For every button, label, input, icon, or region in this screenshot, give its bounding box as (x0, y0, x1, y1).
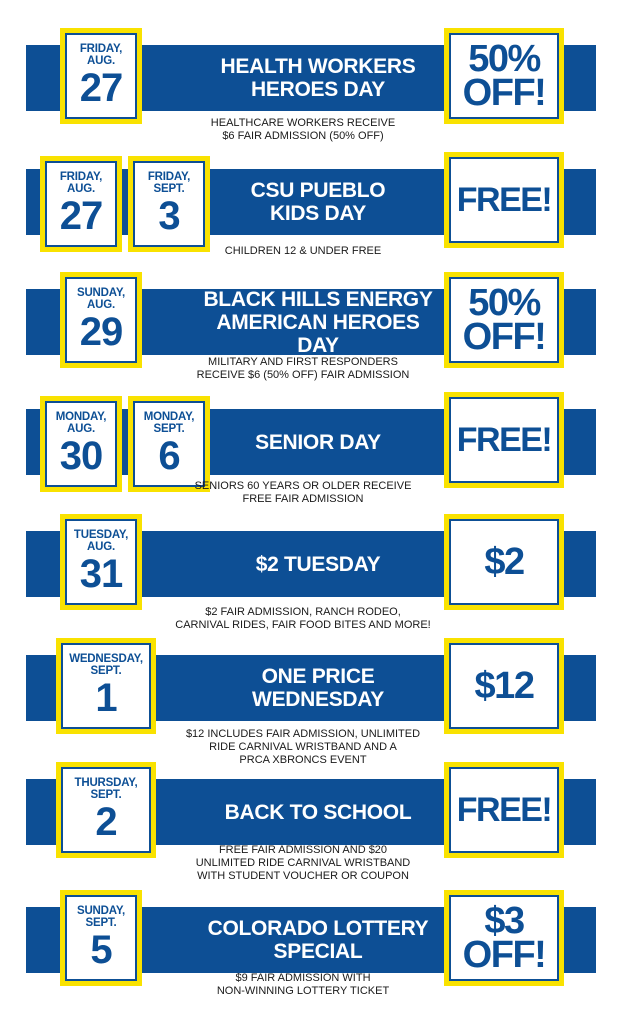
event-row (0, 152, 623, 276)
date-label: MONDAY, SEPT. (143, 411, 195, 435)
date-box (60, 514, 142, 610)
date-label: FRIDAY, AUG. (79, 43, 123, 67)
date-box (40, 156, 122, 252)
date-box (40, 396, 122, 492)
event-description: CHILDREN 12 & UNDER FREE (224, 245, 382, 257)
date-label: TUESDAY, AUG. (73, 529, 129, 553)
event-title: CSU PUEBLO KIDS DAY (250, 179, 386, 225)
event-title: BLACK HILLS ENERGY AMERICAN HEROES DAY (203, 287, 433, 357)
date-box (128, 156, 210, 252)
event-description: MILITARY AND FIRST RESPONDERS RECEIVE $6 (50% OFF) FAIR ADMISSION (196, 356, 410, 381)
event-title: ONE PRICE WEDNESDAY (252, 665, 384, 711)
date-label: SUNDAY, SEPT. (76, 905, 126, 929)
date-number: 5 (90, 928, 112, 972)
price-badge: 50% OFF! (444, 28, 564, 124)
date-box (60, 28, 142, 124)
event-description: SENIORS 60 YEARS OR OLDER RECEIVE FREE FAIR ADMISSION (194, 480, 412, 505)
price-badge: FREE! (444, 762, 564, 858)
date-number: 27 (79, 66, 123, 110)
date-box (60, 890, 142, 986)
event-description: $12 INCLUDES FAIR ADMISSION, UNLIMITED RIDE CARNIVAL WRISTBAND AND A PRCA XBRONCS EVENT (185, 728, 421, 766)
date-label: WEDNESDAY, SEPT. (69, 653, 143, 677)
event-title: HEALTH WORKERS HEROES DAY (220, 55, 416, 101)
date-box (60, 272, 142, 368)
event-description: FREE FAIR ADMISSION AND $20 UNLIMITED RIDE CARNIVAL WRISTBAND WITH STUDENT VOUCHER OR COUPON (195, 844, 411, 882)
date-label: THURSDAY, SEPT. (74, 777, 138, 801)
date-number: 31 (79, 552, 123, 596)
event-row (0, 638, 623, 766)
price-badge: $12 (444, 638, 564, 734)
event-description: $9 FAIR ADMISSION WITH NON-WINNING LOTTERY TICKET (216, 972, 390, 997)
event-row (0, 890, 623, 1014)
event-title: BACK TO SCHOOL (224, 800, 412, 824)
date-label: FRIDAY, SEPT. (147, 171, 191, 195)
price-badge: 50% OFF! (444, 272, 564, 368)
event-row (0, 514, 623, 638)
date-number: 30 (59, 434, 103, 478)
date-box (56, 762, 156, 858)
date-label: FRIDAY, AUG. (59, 171, 103, 195)
event-title: SENIOR DAY (255, 430, 381, 454)
event-row (0, 28, 623, 152)
price-badge: FREE! (444, 152, 564, 248)
date-box (56, 638, 156, 734)
price-badge: $2 (444, 514, 564, 610)
date-number: 27 (59, 194, 103, 238)
event-description: HEALTHCARE WORKERS RECEIVE $6 FAIR ADMISSION (50% OFF) (210, 117, 396, 142)
price-badge: $3 OFF! (444, 890, 564, 986)
date-label: SUNDAY, AUG. (76, 287, 126, 311)
event-row (0, 272, 623, 396)
date-number: 29 (79, 310, 123, 354)
date-box (128, 396, 210, 492)
event-title: COLORADO LOTTERY SPECIAL (207, 917, 429, 963)
date-number: 6 (158, 434, 180, 478)
event-row (0, 762, 623, 886)
event-description: $2 FAIR ADMISSION, RANCH RODEO, CARNIVAL RIDES, FAIR FOOD BITES AND MORE! (175, 606, 431, 631)
price-badge: FREE! (444, 392, 564, 488)
event-row (0, 392, 623, 516)
date-label: MONDAY, AUG. (55, 411, 107, 435)
event-title: $2 TUESDAY (255, 552, 381, 576)
date-number: 1 (95, 676, 117, 720)
date-number: 2 (95, 800, 117, 844)
date-number: 3 (158, 194, 180, 238)
